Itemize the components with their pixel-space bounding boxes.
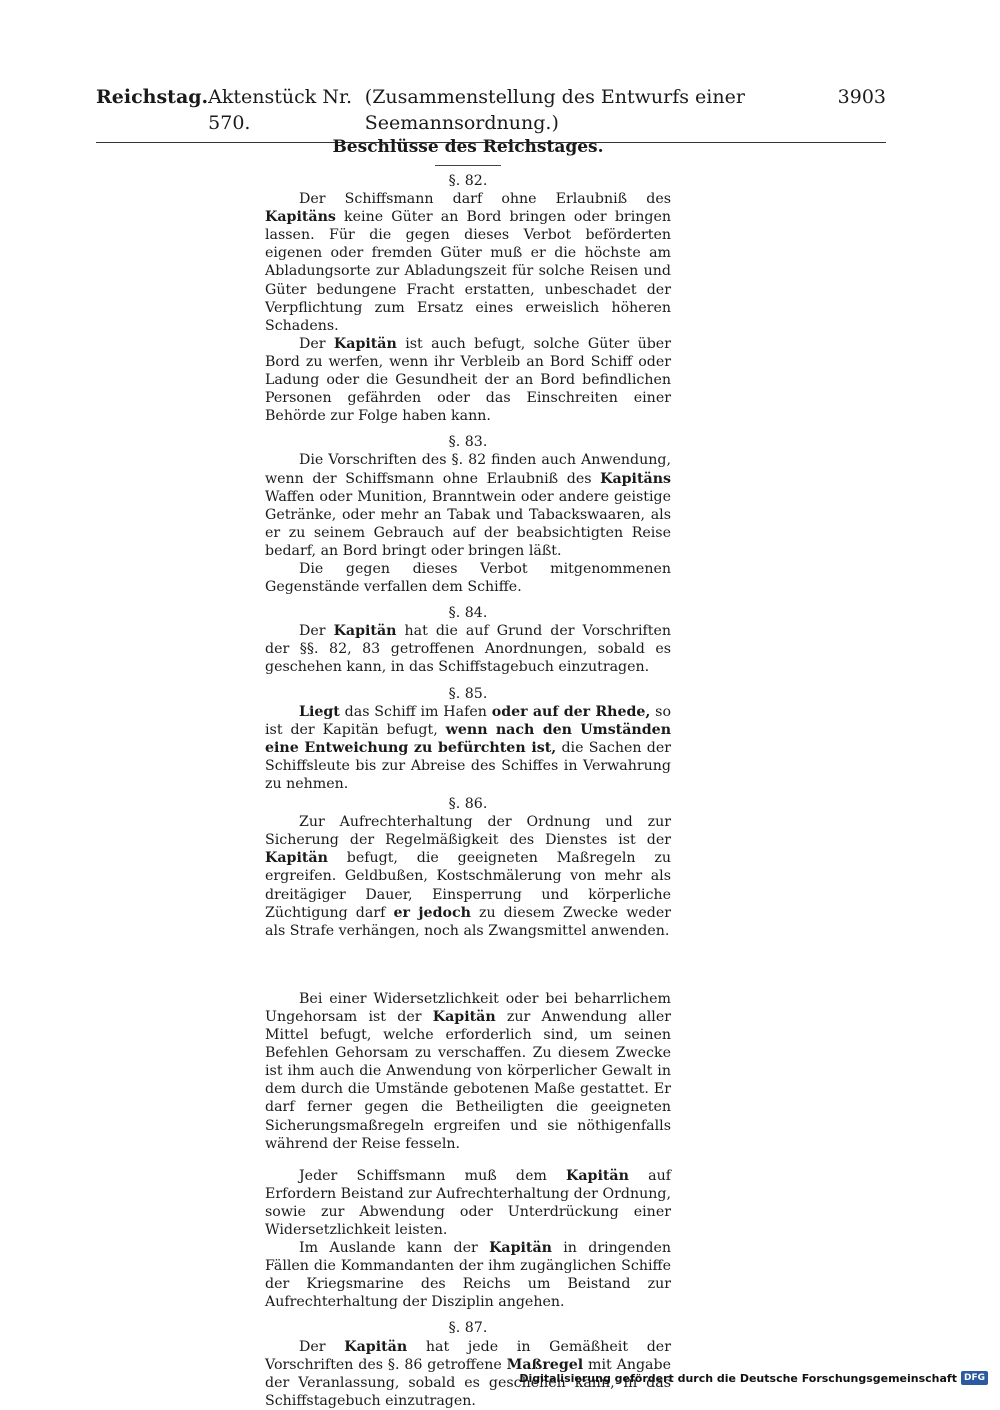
paragraph-82-2 bbox=[265, 335, 671, 425]
paragraph-86-1 bbox=[265, 813, 671, 940]
emphasized-text: Kapitän bbox=[432, 1008, 496, 1025]
paragraph-83-2 bbox=[265, 560, 671, 596]
section-heading-85: §. 85. bbox=[448, 685, 488, 702]
digitization-footer bbox=[519, 1371, 988, 1385]
text-run: auf Erfordern Beistand zur Aufrechterhaltung der Ordnung, sowie zur Abwendung oder Unterdrückung einer Widersetzlichkeit leisten. bbox=[265, 1167, 671, 1238]
paragraph-86-3 bbox=[265, 1167, 671, 1239]
text-run: Im Auslande kann der bbox=[299, 1240, 490, 1257]
emphasized-text: Kapitän bbox=[265, 850, 328, 867]
text-run: Der bbox=[299, 1338, 345, 1355]
emphasized-text: Kapitän bbox=[566, 1167, 629, 1184]
emphasized-text: Kapitän bbox=[344, 1338, 408, 1355]
header-subtitle: (Zusammenstellung des Entwurfs einer Seemannsordnung.) bbox=[364, 86, 745, 134]
text-run: befugt, die geeigneten Maßregeln zu ergreifen. Geldbußen, Kostschmälerung von mehr als dreitägiger Dauer, Einsperrung und körperliche Züchtigung darf bbox=[265, 850, 671, 921]
emphasized-text: Liegt bbox=[299, 703, 340, 720]
emphasized-text: er jedoch bbox=[393, 904, 471, 921]
paragraph-83-1 bbox=[265, 451, 671, 560]
text-run: das Schiff im Hafen bbox=[339, 703, 492, 720]
text-column bbox=[265, 130, 671, 1410]
header-page-number: 3903 bbox=[837, 86, 886, 108]
text-run: die Sachen der Schiffsleute bis zur Abreise des Schiffes in Verwahrung zu nehmen. bbox=[265, 739, 671, 792]
paragraph-86-4 bbox=[265, 1239, 671, 1311]
text-run: so ist der Kapitän befugt, bbox=[265, 703, 671, 738]
text-run: Jeder Schiffsmann muß dem bbox=[299, 1167, 567, 1184]
emphasized-text: Kapitäns bbox=[265, 209, 336, 226]
text-run: zu diesem Zwecke weder als Strafe verhängen, noch als Zwangsmittel anwenden. bbox=[265, 904, 672, 939]
text-run: mit Angabe der Veranlassung, sobald es geschehen kann, in das Schiffstagebuch einzutragen. bbox=[265, 1356, 671, 1409]
footer-text: Digitalisierung gefördert durch die Deutsche Forschungsgemeinschaft bbox=[519, 1371, 957, 1385]
section-heading-84: §. 84. bbox=[448, 605, 488, 622]
header-document-number: Aktenstück Nr. 570. bbox=[208, 86, 352, 134]
section-heading-83: §. 83. bbox=[448, 434, 488, 451]
header-reichstag: Reichstag. bbox=[96, 86, 209, 108]
paragraph-86-2 bbox=[265, 990, 671, 1153]
section-heading-82: §. 82. bbox=[448, 173, 488, 189]
paragraph-84-1 bbox=[265, 622, 671, 676]
text-run: in dringenden Fällen die Kommandanten der ihm zugänglichen Schiffe der Kriegsmarine des Reichs um Beistand zur Aufrechterhaltung der Disziplin angehen. bbox=[265, 1240, 672, 1311]
text-run: Zur Aufrechterhaltung der Ordnung und zur Sicherung der Regelmäßigkeit des Dienstes ist der bbox=[265, 814, 671, 849]
text-run: Der bbox=[299, 335, 334, 352]
emphasized-text: oder auf der Rhede, bbox=[491, 703, 651, 720]
text-run: Der Schiffsmann darf ohne Erlaubniß des bbox=[299, 191, 671, 208]
emphasized-text: Kapitän bbox=[333, 623, 397, 640]
section-heading-87: §. 87. bbox=[448, 1320, 488, 1337]
text-run: keine Güter an Bord bringen oder bringen lassen. Für die gegen dieses Verbot beförderten eigenen oder fremden Güter muß er die höchste am Abladungsorte zur Abladungszeit für solche Reisen und Güter bedungene Fracht erstatten, unbeschadet der Verpflichtung zum Ersatz eines erweislich höheren Schadens. bbox=[265, 209, 671, 334]
text-run: hat die auf Grund der Vorschriften der §§. 82, 83 getroffenen Anordnungen, sobald es geschehen kann, in das Schiffstagebuch einzutragen. bbox=[265, 623, 671, 676]
text-run: hat jede in Gemäßheit der Vorschriften des §. 86 getroffene bbox=[265, 1338, 671, 1373]
section-heading-86: §. 86. bbox=[448, 796, 488, 813]
title-rule bbox=[435, 165, 501, 166]
emphasized-text: Maßregel bbox=[506, 1356, 584, 1373]
paragraph-82-1 bbox=[265, 190, 671, 335]
text-run: Bei einer Widersetzlichkeit oder bei beharrlichem Ungehorsam ist der bbox=[265, 990, 671, 1025]
text-run: Die Vorschriften des §. 82 finden auch Anwendung, wenn der Schiffsmann ohne Erlaubniß des bbox=[265, 452, 671, 487]
text-run: Der bbox=[299, 623, 334, 640]
text-run: Waffen oder Munition, Branntwein oder andere geistige Getränke, oder mehr an Tabak und Tabackswaaren, als er zu seinem Gebrauch auf der beabsichtigten Reise bedarf, an Bord bringt oder bringen läßt. bbox=[265, 488, 671, 559]
column-title: Beschlüsse des Reichstages. bbox=[332, 137, 604, 157]
emphasized-text: Kapitän bbox=[489, 1240, 552, 1257]
text-run: ist auch befugt, solche Güter über Bord zu werfen, wenn ihr Verbleib an Bord Schiff oder Ladung oder die Gesundheit der an Bord befindlichen Personen gefährden oder das Einschreiten einer Behörde zur Folge haben kann. bbox=[265, 335, 671, 425]
emphasized-text: wenn nach den Umständen eine Entweichung zu befürchten ist, bbox=[265, 721, 672, 756]
emphasized-text: Kapitäns bbox=[600, 470, 671, 487]
dfg-logo-icon: DFG bbox=[961, 1371, 988, 1385]
text-run: zur Anwendung aller Mittel befugt, welche erforderlich sind, um seinen Befehlen Gehorsam zu verschaffen. Zu diesem Zwecke ist ihm auch die Anwendung von körperlicher Gewalt in dem durch die Umstände gebotenen Maße gestattet. Er darf ferner gegen die Betheiligten die geeigneten Sicherungsmaßregeln ergreifen und sie nöthigenfalls während der Reise fesseln. bbox=[265, 1008, 671, 1152]
emphasized-text: Kapitän bbox=[333, 335, 397, 352]
text-run: Die gegen dieses Verbot mitgenommenen Gegenstände verfallen dem Schiffe. bbox=[265, 560, 671, 596]
paragraph-85-1 bbox=[265, 703, 671, 793]
